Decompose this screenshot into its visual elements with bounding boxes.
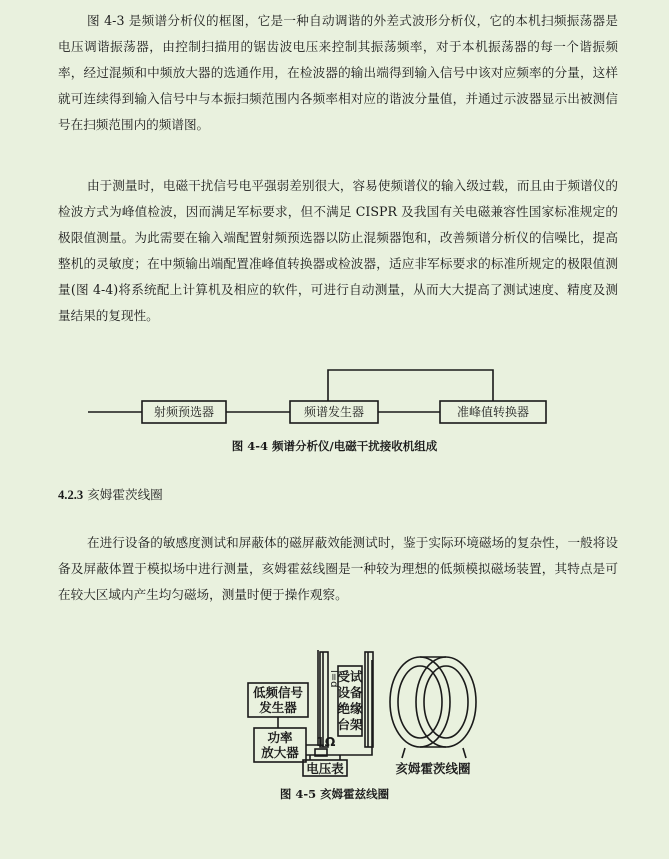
section-number: 4.2.3 [58, 488, 84, 502]
distance-label: l=d [328, 670, 339, 688]
power-amplifier-label-2: 放大器 [261, 745, 299, 760]
device-label-1: 受试 [337, 669, 363, 684]
helmholtz-coil-illustration [390, 657, 476, 758]
voltmeter-label: 电压表 [306, 761, 344, 776]
spectrum-generator-label: 频谱发生器 [303, 405, 365, 419]
coil-left-side [320, 652, 328, 747]
signal-generator-label-1: 低频信号 [252, 685, 304, 700]
section-title: 亥姆霍茨线圈 [87, 487, 163, 502]
figure-4-4-caption: 图 4-4 频谱分析仪/电磁干扰接收机组成 [231, 439, 438, 453]
device-label-4: 台架 [337, 717, 363, 732]
figure-4-5-caption: 图 4-5 亥姆霍兹线圈 [279, 787, 390, 801]
rf-preselector-label: 射频预选器 [153, 405, 215, 419]
signal-generator-label-2: 发生器 [259, 700, 297, 715]
device-label-2: 设备 [337, 685, 363, 700]
paragraph-measurement: 由于测量时，电磁干扰信号电平强弱差别很大，容易使频谱仪的输入级过载，而且由于频谱仪的检波方式为峰值检波，因而满足军标要求，但不满足 CISPR 及我国有关电磁兼容性国家标准规定的极限值测量。为此需要在输入端配置射频预选器以防止混频器饱和，改善频谱分析仪的信噪比，提高整机的灵敏度；在中频输出端配置准峰值转换器或检波器，适应非军标要求的标准所规定的极限值测量(图 4-4)将系统配上计算机及相应的软件，可进行自动测量，从而大大提高了测试速度、精度及测量结果的复现性。 [58, 178, 618, 323]
coil-label: 亥姆霍茨线圈 [395, 761, 471, 776]
device-label-3: 绝缘 [337, 701, 363, 716]
paragraph-helmholtz: 在进行设备的敏感度测试和屏蔽体的磁屏蔽效能测试时，鉴于实际环境磁场的复杂性，一般将设备及屏蔽体置于模拟场中进行测量，亥姆霍兹线圈是一种较为理想的低频模拟磁场装置，其特点是可在较大区域内产生均匀磁场，测量时便于操作观察。 [58, 535, 618, 602]
resistor-label: 1Ω [316, 734, 336, 749]
quasi-peak-converter-label: 准峰值转换器 [456, 405, 530, 419]
power-amplifier-label-1: 功率 [267, 730, 293, 745]
paragraph-spectrum-analyzer: 图 4-3 是频谱分析仪的框图，它是一种自动调谐的外差式波形分析仪，它的本机扫频振荡器是电压调谐振荡器，由控制扫描用的锯齿波电压来控制其振荡频率，对于本机振荡器的每一个谐振频率，经过混频和中频放大器的选通作用，在检波器的输出端得到输入信号中该对应频率的分量，这样就可连续得到输入信号中与本振扫频范围内各频率相对应的谐波分量值，并通过示波器显示出被测信号在扫频范围内的频谱图。 [58, 13, 618, 132]
